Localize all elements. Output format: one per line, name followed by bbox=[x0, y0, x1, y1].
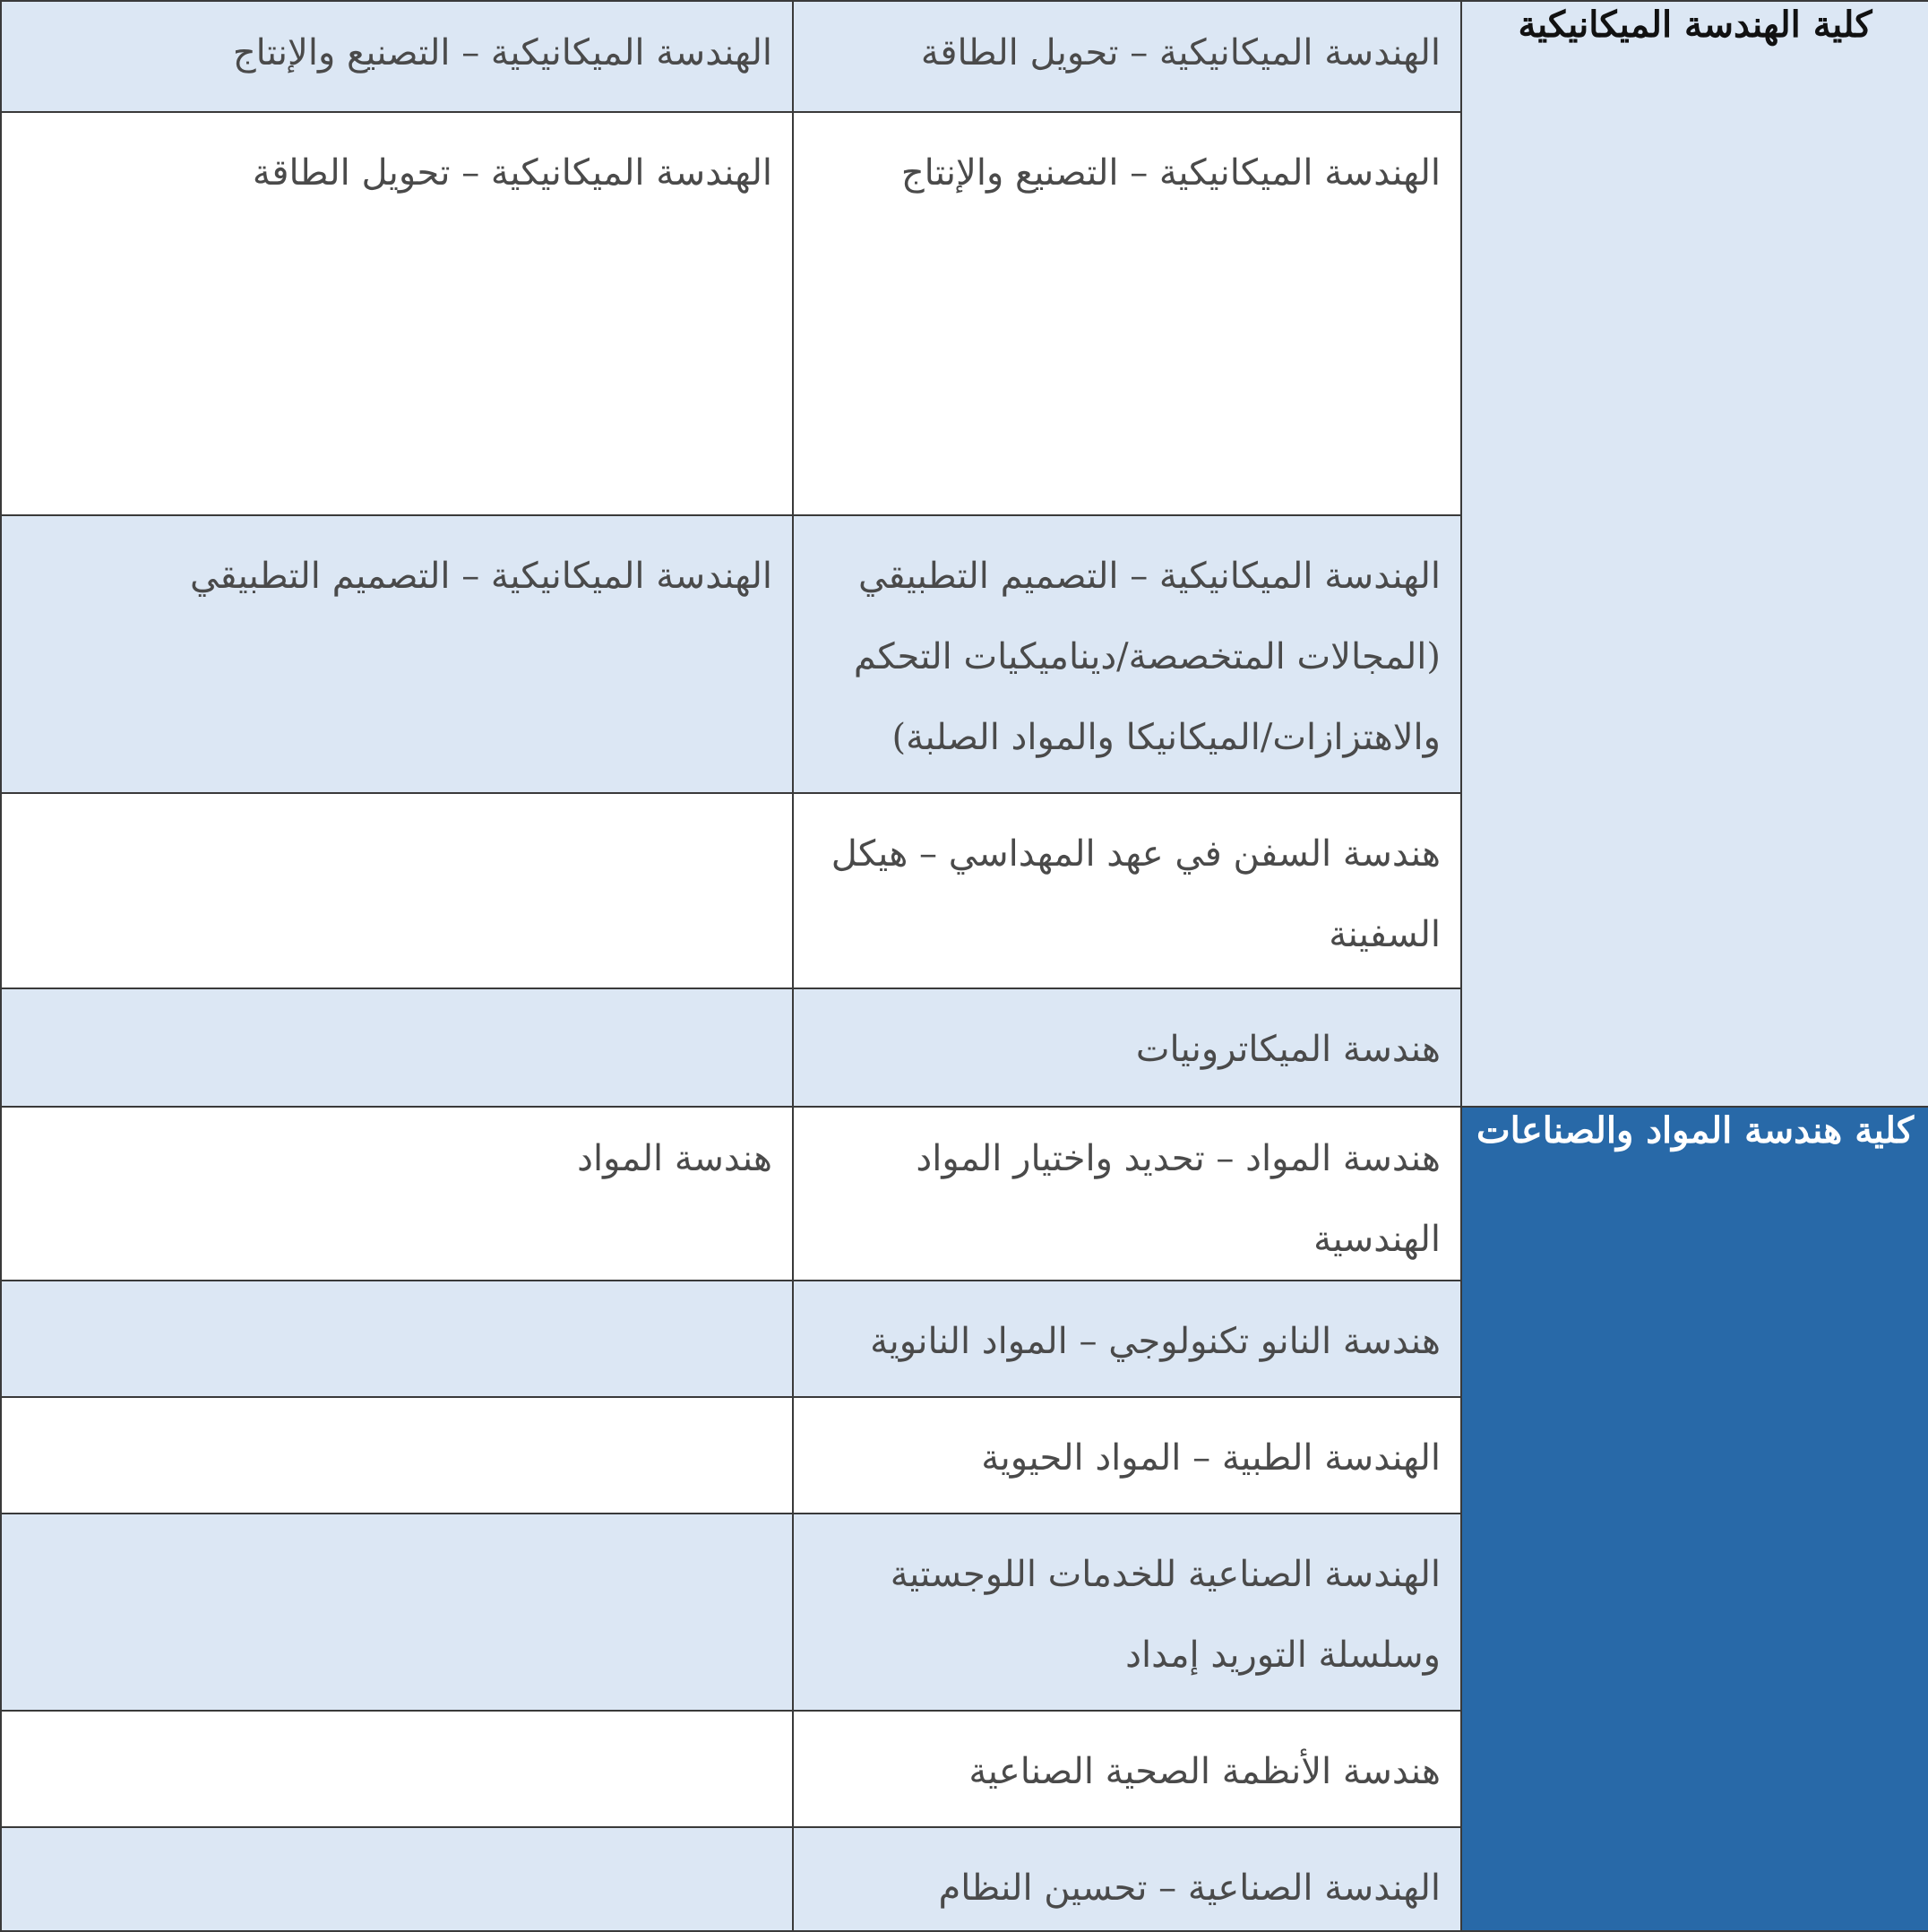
program-name: الهندسة الصناعية – تحسين النظام bbox=[938, 1867, 1441, 1909]
related-program-name bbox=[2, 794, 792, 814]
college-name: كلية الهندسة الميكانيكية bbox=[1518, 4, 1872, 46]
related-program-cell bbox=[1, 1281, 793, 1397]
table-row bbox=[1, 1107, 1928, 1281]
program-cell bbox=[793, 112, 1461, 515]
related-program-name bbox=[2, 1514, 792, 1534]
related-program-cell bbox=[1, 112, 793, 515]
program-name: الهندسة الميكانيكية – التصنيع والإنتاج bbox=[900, 152, 1441, 194]
related-program-cell bbox=[1, 1107, 793, 1281]
related-program-cell bbox=[1, 515, 793, 793]
related-program-cell bbox=[1, 793, 793, 988]
program-name: هندسة النانو تكنولوجي – المواد النانوية bbox=[870, 1321, 1441, 1362]
related-program-name: الهندسة الميكانيكية – التصنيع والإنتاج bbox=[232, 32, 772, 73]
related-program-cell bbox=[1, 1514, 793, 1711]
college-cell bbox=[1461, 1107, 1928, 1931]
related-program-cell bbox=[1, 988, 793, 1107]
college-cell bbox=[1461, 1, 1928, 1107]
related-program-cell bbox=[1, 1827, 793, 1931]
related-program-cell bbox=[1, 1397, 793, 1514]
table-row bbox=[1, 1, 1928, 112]
program-name: الهندسة الصناعية للخدمات اللوجستية وسلسلة التوريد إمداد bbox=[890, 1554, 1441, 1676]
program-name: هندسة الأنظمة الصحية الصناعية bbox=[968, 1751, 1441, 1792]
program-name: هندسة المواد – تحديد واختيار المواد الهندسية bbox=[916, 1138, 1441, 1260]
program-cell bbox=[793, 1514, 1461, 1711]
college-name: كلية هندسة المواد والصناعات bbox=[1476, 1109, 1914, 1151]
related-program-name bbox=[2, 1281, 792, 1301]
related-program-name: هندسة المواد bbox=[577, 1138, 772, 1179]
related-program-name bbox=[2, 1398, 792, 1418]
program-name: الهندسة الميكانيكية – التصميم التطبيقي (المجالات المتخصصة/ديناميكيات التحكم والاهتزازات/الميكانيكا والمواد الصلبة) bbox=[853, 556, 1441, 758]
program-cell bbox=[793, 1827, 1461, 1931]
program-cell bbox=[793, 1281, 1461, 1397]
program-cell bbox=[793, 1, 1461, 112]
related-program-name bbox=[2, 1712, 792, 1731]
program-cell bbox=[793, 793, 1461, 988]
program-cell bbox=[793, 515, 1461, 793]
program-name: الهندسة الطبية – المواد الحيوية bbox=[981, 1437, 1441, 1479]
related-program-cell bbox=[1, 1, 793, 112]
program-cell bbox=[793, 1711, 1461, 1827]
related-program-cell bbox=[1, 1711, 793, 1827]
program-cell bbox=[793, 988, 1461, 1107]
program-name: الهندسة الميكانيكية – تحويل الطاقة bbox=[920, 32, 1441, 73]
related-program-name: الهندسة الميكانيكية – التصميم التطبيقي bbox=[190, 556, 772, 597]
program-name: هندسة السفن في عهد المهداسي – هيكل السفينة bbox=[831, 833, 1441, 955]
related-program-name bbox=[2, 989, 792, 1009]
program-cell bbox=[793, 1397, 1461, 1514]
related-program-name: الهندسة الميكانيكية – تحويل الطاقة bbox=[252, 152, 772, 194]
program-cell bbox=[793, 1107, 1461, 1281]
program-name: هندسة الميكاترونيات bbox=[1135, 1029, 1441, 1070]
related-program-name bbox=[2, 1828, 792, 1848]
